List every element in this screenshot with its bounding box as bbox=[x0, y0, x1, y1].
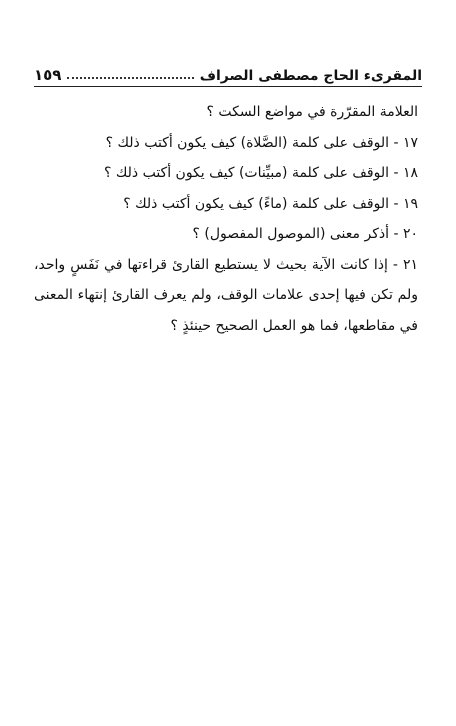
dotted-leader bbox=[67, 76, 193, 79]
question-18: ١٨ - الوقف على كلمة (مبيِّنات) كيف يكون أكتب ذلك ؟ bbox=[103, 165, 418, 181]
page-header bbox=[34, 58, 422, 87]
text-line: ولم تكن فيها إحدى علامات الوقف، ولم يعرف القارئ إنتهاء المعنى bbox=[34, 287, 418, 303]
question-19: ١٩ - الوقف على كلمة (ماءً) كيف يكون أكتب ذلك ؟ bbox=[123, 195, 418, 212]
text-line: في مقاطعها، فما هو العمل الصحيح حينئذٍ ؟ bbox=[170, 317, 418, 334]
page-number: ١٥٩ bbox=[34, 66, 62, 84]
question-20: ٢٠ - أذكر معنى (الموصول المفصول) ؟ bbox=[192, 226, 418, 242]
text-line: العلامة المقرّرة في مواضع السكت ؟ bbox=[206, 104, 418, 120]
question-21: ٢١ - إذا كانت الآية بحيث لا يستطيع القارئ قراءتها في نَفَسٍ واحد، bbox=[34, 256, 418, 273]
page-body bbox=[34, 97, 418, 341]
question-17: ١٧ - الوقف على كلمة (الصَّلاة) كيف يكون أكتب ذلك ؟ bbox=[105, 134, 418, 151]
running-head: المقرىء الحاج مصطفى الصراف bbox=[199, 68, 422, 84]
